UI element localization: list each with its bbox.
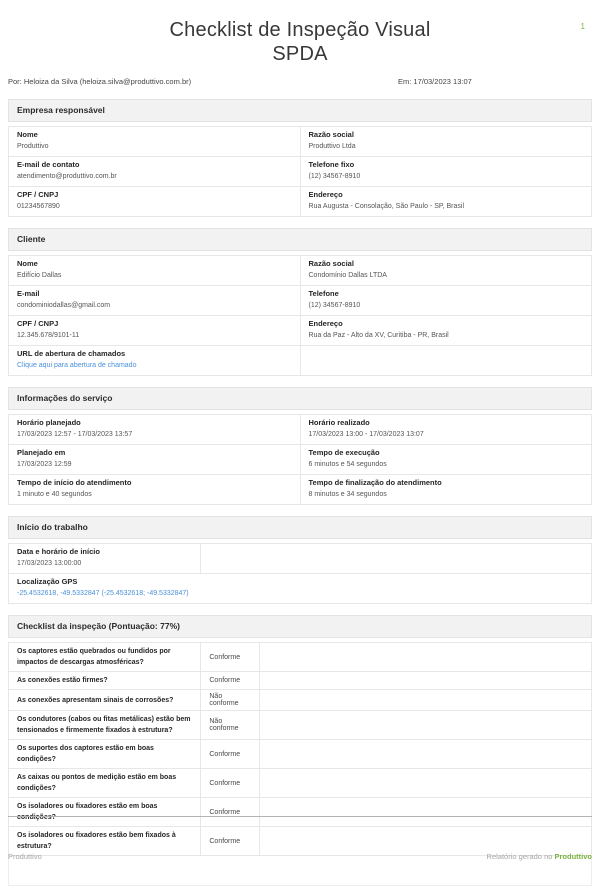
service-fields-table xyxy=(8,414,592,505)
checklist-row xyxy=(9,769,592,798)
empty-cell xyxy=(259,798,591,827)
field-label: Razão social xyxy=(308,130,354,139)
empty-cell xyxy=(259,711,591,740)
open-ticket-link[interactable]: Clique aqui para abertura de chamado xyxy=(17,362,137,369)
field-service-done xyxy=(300,415,592,445)
page-footer xyxy=(8,852,592,861)
field-value: 8 minutos e 34 segundos xyxy=(308,491,387,498)
report-title-line2: SPDA xyxy=(272,43,328,65)
field-value: (12) 34567-8910 xyxy=(308,302,361,309)
table-row xyxy=(9,286,592,316)
field-service-exec-time xyxy=(300,445,592,475)
field-value: Produttivo xyxy=(17,143,49,150)
field-client-ticket-url xyxy=(9,346,301,376)
field-label: E-mail xyxy=(17,289,40,298)
field-value: 17/03/2023 13:00 - 17/03/2023 13:07 xyxy=(308,431,424,438)
checklist-answer: Conforme xyxy=(201,672,259,690)
checklist-answer: Conforme xyxy=(201,643,259,672)
field-value: 1 minuto e 40 segundos xyxy=(17,491,92,498)
field-label: Razão social xyxy=(308,259,354,268)
empty-cell xyxy=(259,672,591,690)
table-row xyxy=(9,415,592,445)
checklist-row xyxy=(9,711,592,740)
checklist-answer: Conforme xyxy=(201,827,259,856)
table-row xyxy=(9,127,592,157)
checklist-question: As caixas ou pontos de medição estão em boas condições? xyxy=(9,769,201,798)
field-value: Edifício Dallas xyxy=(17,272,62,279)
section-header-work-start: Início do trabalho xyxy=(8,516,592,539)
field-label: Tempo de finalização do atendimento xyxy=(308,478,442,487)
field-value: 17/03/2023 12:57 - 17/03/2023 13:57 xyxy=(17,431,133,438)
report-date: Em: 17/03/2023 13:07 xyxy=(398,77,472,86)
table-row xyxy=(9,544,592,574)
field-value: condominiodallas@gmail.com xyxy=(17,302,111,309)
table-row xyxy=(9,316,592,346)
footer-generated-by xyxy=(487,852,592,861)
checklist-answer: Conforme xyxy=(201,740,259,769)
field-label: Horário realizado xyxy=(308,418,370,427)
checklist-question: Os suportes dos captores estão em boas condições? xyxy=(9,740,201,769)
report-title xyxy=(8,18,592,66)
checklist-row xyxy=(9,690,592,711)
field-value: Rua Augusta - Consolação, São Paulo - SP, Brasil xyxy=(308,203,465,210)
checklist-row xyxy=(9,740,592,769)
field-company-email xyxy=(9,157,301,187)
field-label: Horário planejado xyxy=(17,418,81,427)
field-start-datetime xyxy=(9,544,201,574)
field-company-phone xyxy=(300,157,592,187)
checklist-row xyxy=(9,798,592,827)
footer-brand-left: Produttivo xyxy=(8,852,42,861)
checklist-answer: Conforme xyxy=(201,769,259,798)
table-row xyxy=(9,187,592,217)
field-label: Data e horário de início xyxy=(17,547,100,556)
field-value: 01234567890 xyxy=(17,203,60,210)
field-value: 17/03/2023 13:00:00 xyxy=(17,560,82,567)
field-client-phone xyxy=(300,286,592,316)
field-label: Endereço xyxy=(308,319,343,328)
section-header-company: Empresa responsável xyxy=(8,99,592,122)
field-service-finish-time xyxy=(300,475,592,505)
field-service-planned xyxy=(9,415,301,445)
field-client-name xyxy=(9,256,301,286)
empty-cell xyxy=(259,740,591,769)
field-value: Condomínio Dallas LTDA xyxy=(308,272,387,279)
checklist-question: As conexões apresentam sinais de corrosões? xyxy=(9,690,201,711)
footer-brand-right: Produttivo xyxy=(554,852,592,861)
field-company-razao xyxy=(300,127,592,157)
footer-divider xyxy=(8,816,592,817)
field-label: CPF / CNPJ xyxy=(17,190,59,199)
field-label: URL de abertura de chamados xyxy=(17,349,126,358)
checklist-question: Os condutores (cabos ou fitas metálicas) estão bem tensionados e firmemente fixados à estrutura? xyxy=(9,711,201,740)
page-number: 1 xyxy=(580,22,585,31)
empty-cell xyxy=(259,643,591,672)
checklist-answer: Não conforme xyxy=(201,690,259,711)
field-company-cnpj xyxy=(9,187,301,217)
empty-cell xyxy=(259,690,591,711)
checklist-question: As conexões estão firmes? xyxy=(9,672,201,690)
gps-coordinates-link[interactable]: -25.4532618, -49.5332847 (-25.4532618; -49.5332847) xyxy=(17,590,189,597)
field-label: Planejado em xyxy=(17,448,66,457)
field-label: Telefone xyxy=(308,289,339,298)
client-fields-table xyxy=(8,255,592,376)
field-service-planned-at xyxy=(9,445,301,475)
field-company-address xyxy=(300,187,592,217)
checklist-row xyxy=(9,643,592,672)
field-company-name xyxy=(9,127,301,157)
section-header-client: Cliente xyxy=(8,228,592,251)
checklist-question: Os captores estão quebrados ou fundidos por impactos de descargas atmosféricas? xyxy=(9,643,201,672)
field-label: Localização GPS xyxy=(17,577,78,586)
table-row xyxy=(9,157,592,187)
report-author: Por: Heloiza da Silva (heloiza.silva@produttivo.com.br) xyxy=(8,77,192,86)
field-value: Produttivo Ltda xyxy=(308,143,356,150)
field-label: Tempo de início do atendimento xyxy=(17,478,132,487)
section-header-checklist: Checklist da inspeção (Pontuação: 77%) xyxy=(8,615,592,638)
checklist-answer: Não conforme xyxy=(201,711,259,740)
table-row xyxy=(9,445,592,475)
company-fields-table xyxy=(8,126,592,217)
work-start-fields-table xyxy=(8,543,592,604)
report-meta xyxy=(8,77,592,88)
table-row xyxy=(9,574,592,604)
field-gps-location xyxy=(9,574,592,604)
table-row xyxy=(9,475,592,505)
checklist-answer: Conforme xyxy=(201,798,259,827)
field-client-email xyxy=(9,286,301,316)
report-title-line1: Checklist de Inspeção Visual xyxy=(169,19,431,41)
field-service-start-time xyxy=(9,475,301,505)
field-value: Rua da Paz - Alto da XV, Curitiba - PR, Brasil xyxy=(308,332,449,339)
field-value: 12.345.678/9101-11 xyxy=(17,332,80,339)
field-value: atendimento@produttivo.com.br xyxy=(17,173,117,180)
field-value: 17/03/2023 12:59 xyxy=(17,461,72,468)
table-row xyxy=(9,346,592,376)
footer-generated-text: Relatório gerado no xyxy=(486,852,555,861)
field-label: Tempo de execução xyxy=(308,448,380,457)
field-label: Nome xyxy=(17,130,38,139)
field-label: Nome xyxy=(17,259,38,268)
field-label: Telefone fixo xyxy=(308,160,355,169)
table-row xyxy=(9,256,592,286)
field-label: E-mail de contato xyxy=(17,160,80,169)
checklist-question: Os isoladores ou fixadores estão bem fixados à estrutura? xyxy=(9,827,201,856)
field-value: (12) 34567-8910 xyxy=(308,173,361,180)
empty-cell xyxy=(300,346,592,376)
checklist-row xyxy=(9,672,592,690)
section-header-service: Informações do serviço xyxy=(8,387,592,410)
checklist-question: Os isoladores ou fixadores estão em boas condições? xyxy=(9,798,201,827)
field-client-razao xyxy=(300,256,592,286)
field-client-cnpj xyxy=(9,316,301,346)
field-client-address xyxy=(300,316,592,346)
field-label: Endereço xyxy=(308,190,343,199)
empty-cell xyxy=(259,769,591,798)
empty-cell xyxy=(201,544,592,574)
field-value: 6 minutos e 54 segundos xyxy=(308,461,387,468)
field-label: CPF / CNPJ xyxy=(17,319,59,328)
checklist-table xyxy=(8,642,592,856)
